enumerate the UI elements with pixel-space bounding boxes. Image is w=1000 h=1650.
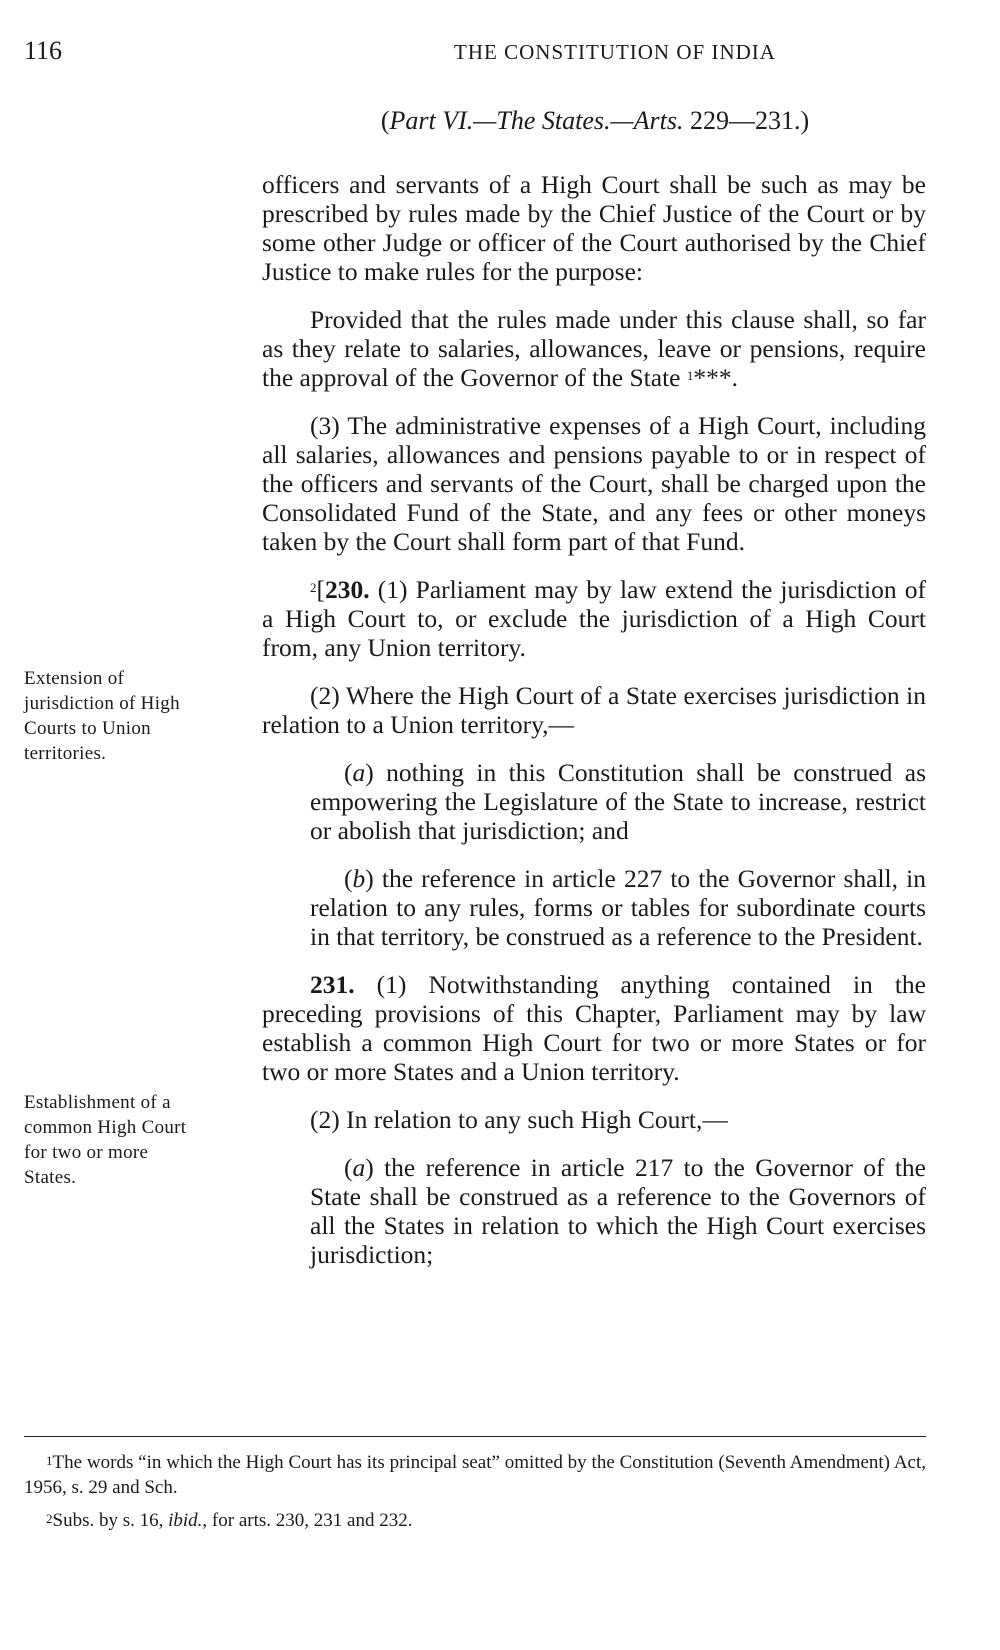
footnote-1 (24, 1450, 926, 1500)
margin-note-article-231: Establishment of a common High Court for two or more States. (24, 1092, 187, 1188)
footnote-2-post: , for arts. 230, 231 and 232. (202, 1510, 413, 1531)
paragraph-proviso (262, 305, 926, 392)
part-heading-title: Part VI.—The States.—Arts. (389, 106, 684, 135)
part-heading-open: ( (380, 106, 390, 135)
omission-marker: ***. (693, 363, 738, 392)
article-230-text: (1) Parliament may by law extend the jurisdiction of a High Court to, or exclude the jurisdiction of a High Court from, any Union territory. (262, 575, 926, 662)
article-231-clause-2a: (a) the reference in article 217 to the Governor of the State shall be construed as a reference to the Governors of all the States in relation to which the High Court exercises jurisdiction; (310, 1153, 926, 1269)
paragraph-officers-servants: officers and servants of a High Court shall be such as may be prescribed by rules made by the Chief Justice of the Court or by some other Judge or officer of the Court authorised by the Chief Justice to make rules for the purpose: (262, 170, 926, 286)
article-230-number: 230. (325, 575, 370, 604)
article-231-clause-2a-text: the reference in article 217 to the Governor of the State shall be construed as a reference to the Governors of all the States in relation to which the High Court exercises jurisdiction; (310, 1153, 926, 1269)
clause-label-a: a (352, 758, 366, 787)
clause-2a-text: nothing in this Constitution shall be construed as empowering the Legislature of the State to increase, restrict or abolish that jurisdiction; and (310, 758, 926, 845)
article-231-clause-2: (2) In relation to any such High Court,— (310, 1105, 728, 1134)
footnotes (24, 1450, 926, 1541)
proviso-text: Provided that the rules made under this clause shall, so far as they relate to salaries, allowances, leave or pensions, require the approval of the Governor of the State (262, 305, 926, 392)
footnote-ref-1: 1 (686, 368, 694, 383)
article-230-clause-2b: (b) the reference in article 227 to the Governor shall, in relation to any rules, forms or tables for subordinate courts in that territory, be construed as a reference to the President. (310, 864, 926, 951)
footnote-divider (24, 1436, 926, 1437)
footnote-2-ibid: ibid. (168, 1510, 203, 1531)
article-230-clause-1 (262, 575, 926, 662)
footnote-2-pre: Subs. by s. 16, (52, 1510, 169, 1531)
part-heading-range: 229—231.) (683, 106, 810, 135)
footnote-ref-2: 2 (310, 580, 317, 595)
footnote-2 (24, 1508, 926, 1533)
body-text (262, 170, 926, 1288)
article-231-text: (1) Notwithstanding anything contained in the preceding provisions of this Chapter, Parliament may by law establish a common High Court for two or more States or for two or more States and a Union territory. (262, 970, 926, 1086)
margin-note-article-230: Extension of jurisdiction of High Courts to Union territories. (24, 668, 180, 764)
footnote-1-mark: 1 (46, 1453, 53, 1468)
clause-3-administrative-expenses: (3) The administrative expenses of a High Court, including all salaries, allowances and pensions payable to or in respect of the officers and servants of the Court, shall be charged upon the Consolidated Fund of the State, and any fees or other moneys taken by the Court shall form part of that Fund. (262, 411, 926, 556)
article-230-clause-2: (2) Where the High Court of a State exercises jurisdiction in relation to a Union territory,— (262, 681, 926, 739)
page-number: 116 (24, 36, 63, 65)
clause-label-b: b (352, 864, 366, 893)
article-230-clause-2a: (a) nothing in this Constitution shall be construed as empowering the Legislature of the State to increase, restrict or abolish that jurisdiction; and (310, 758, 926, 845)
article-230-bracket: [ (316, 575, 325, 604)
article-231-number: 231. (310, 970, 355, 999)
footnote-1-text: The words “in which the High Court has its principal seat” omitted by the Constitution (Seventh Amendment) Act, 1956, s. 29 and Sch. (24, 1452, 926, 1498)
part-heading (264, 106, 926, 136)
article-231-clause-1 (262, 970, 926, 1086)
running-title: THE CONSTITUTION OF INDIA (454, 40, 776, 64)
clause-2b-text: the reference in article 227 to the Governor shall, in relation to any rules, forms or tables for subordinate courts in that territory, be construed as a reference to the President. (310, 864, 926, 951)
clause-label-a: a (352, 1153, 366, 1182)
footnote-2-mark: 2 (46, 1511, 53, 1526)
